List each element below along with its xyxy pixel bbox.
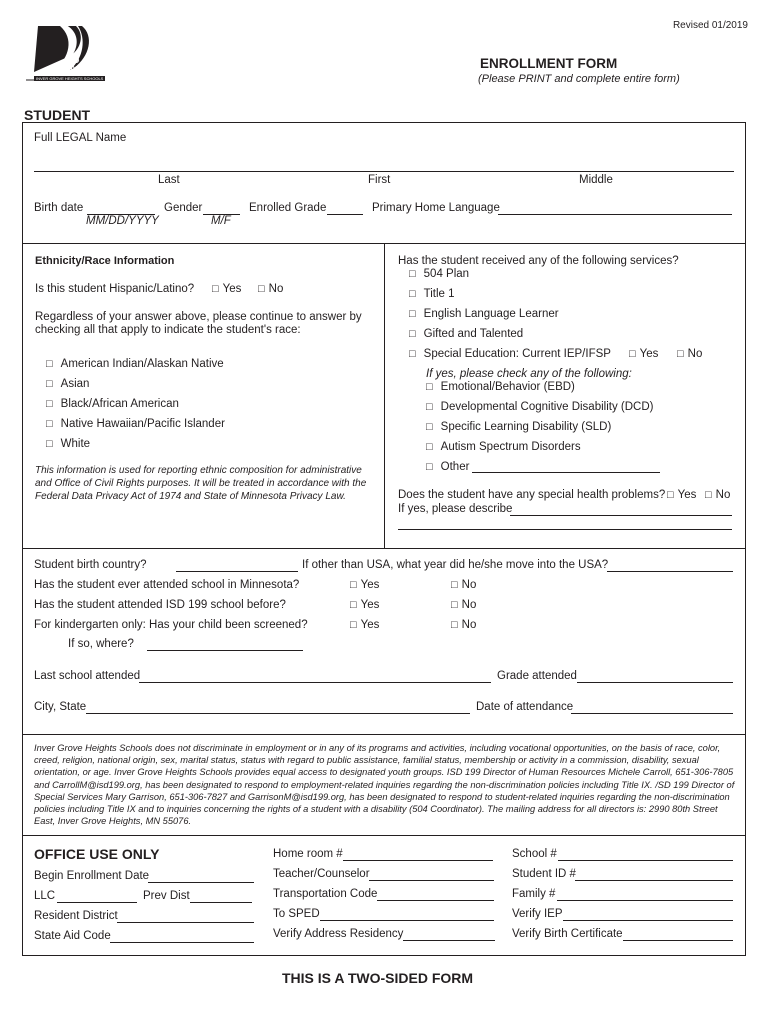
checkbox-icon[interactable]: □ [46,398,53,410]
checkbox-icon[interactable]: □ [258,283,265,295]
history-no-option[interactable] [451,619,476,631]
special-ed-yes-label: Yes [639,348,659,360]
checkbox-icon[interactable]: □ [426,401,433,413]
last-name-caption: Last [158,174,180,186]
sub-service-option[interactable] [426,421,611,433]
checkbox-icon[interactable]: □ [46,438,53,450]
office-field-line[interactable] [148,882,254,883]
race-label: Black/African American [60,398,179,410]
office-field-label: LLC [34,890,56,902]
describe-field-1[interactable] [510,515,732,516]
hispanic-no-option[interactable] [258,283,283,295]
grade-attended-field[interactable] [577,682,733,683]
service-option[interactable] [409,288,455,300]
checkbox-icon[interactable]: □ [426,381,433,393]
divider-2 [22,548,746,549]
first-name-caption: First [368,174,391,186]
legal-name-field[interactable] [34,171,734,172]
last-school-field[interactable] [139,682,491,683]
checkbox-icon[interactable]: □ [409,328,416,340]
special-ed-label: Special Education: Current IEP/IFSP [423,348,611,360]
logo-caption: INVER GROVE HEIGHTS SCHOOLS [36,76,104,81]
if-yes-instruction: If yes, please check any of the following: [426,368,632,380]
office-field-line[interactable] [623,940,733,941]
race-label: White [60,438,91,450]
checkbox-icon[interactable]: □ [629,348,636,360]
special-ed-no-option[interactable] [677,348,702,360]
services-question: Has the student received any of the following services? [398,255,679,267]
history-yes-option[interactable] [350,599,379,611]
gender-hint: M/F [211,215,231,227]
isd199-logo [24,24,104,84]
checkbox-icon[interactable]: □ [46,378,53,390]
where-label: If so, where? [68,638,134,650]
enrolled-grade-label: Enrolled Grade [249,202,327,214]
gender-label: Gender [164,202,203,214]
birth-country-field[interactable] [176,571,298,572]
office-field-line[interactable] [557,900,733,901]
revised-date: Revised 01/2019 [672,20,748,31]
legal-name-label: Full LEGAL Name [34,132,127,144]
office-field-line[interactable] [320,920,494,921]
divider-4 [22,835,746,836]
race-option[interactable] [46,418,225,430]
special-ed-yes-option[interactable] [629,348,658,360]
checkbox-icon[interactable]: □ [409,348,416,360]
office-field-label: Home room # [273,848,343,860]
office-field-line[interactable] [575,880,733,881]
service-label: 504 Plan [423,268,470,280]
race-label: American Indian/Alaskan Native [60,358,224,370]
service-option[interactable] [409,328,523,340]
special-ed-option[interactable] [409,348,611,360]
race-option[interactable] [46,438,90,450]
checkbox-icon[interactable]: □ [46,358,53,370]
hispanic-yes-label: Yes [222,283,242,295]
describe-label: If yes, please describe [398,503,513,515]
office-field-label: Prev Dist [143,890,190,902]
checkbox-icon[interactable]: □ [350,619,357,631]
move-year-field[interactable] [607,571,733,572]
service-label: Title 1 [423,288,455,300]
home-language-label: Primary Home Language [372,202,500,214]
office-field-label: Begin Enrollment Date [34,870,150,882]
special-ed-no-label: No [687,348,703,360]
checkbox-icon[interactable]: □ [409,288,416,300]
checkbox-icon[interactable]: □ [350,579,357,591]
office-field-line[interactable] [563,920,733,921]
history-no-option[interactable] [451,599,476,611]
enrolled-grade-field[interactable] [327,214,363,215]
office-field-label: State Aid Code [34,930,111,942]
other-service-field[interactable] [472,472,660,473]
race-label: Native Hawaiian/Pacific Islander [60,418,225,430]
office-field-line[interactable] [110,942,254,943]
office-field-label: Resident District [34,910,118,922]
history-yes-label: Yes [360,579,380,591]
checkbox-icon[interactable]: □ [426,441,433,453]
birth-country-label: Student birth country? [34,559,147,571]
birth-date-hint: MM/DD/YYYY [86,215,159,227]
logo-199-text: 199 [66,65,80,74]
history-no-label: No [461,619,477,631]
logo-swoosh-icon [24,24,96,84]
office-field-label: Verify Address Residency [273,928,404,940]
service-option[interactable] [409,268,469,280]
office-field-label: Student ID # [512,868,576,880]
sub-service-option[interactable] [426,401,653,413]
office-field-label: To SPED [273,908,320,920]
office-field-label: Verify IEP [512,908,563,920]
health-no-option[interactable] [705,489,730,501]
history-yes-label: Yes [360,619,380,631]
checkbox-icon[interactable]: □ [667,489,674,501]
history-yes-label: Yes [360,599,380,611]
checkbox-icon[interactable]: □ [705,489,712,501]
move-year-label: If other than USA, what year did he/she move into the USA? [302,559,609,571]
race-option[interactable] [46,398,179,410]
service-label: English Language Learner [423,308,559,320]
divider-vertical [384,243,385,548]
date-attendance-label: Date of attendance [476,701,574,713]
office-field-label: Verify Birth Certificate [512,928,623,940]
city-state-field[interactable] [86,713,470,714]
race-option[interactable] [46,378,89,390]
office-field-line[interactable] [377,900,494,901]
history-question: Has the student ever attended school in Minnesota? [34,579,300,591]
health-question: Does the student have any special health problems? [398,489,666,501]
checkbox-icon[interactable]: □ [451,619,458,631]
office-field-line[interactable] [343,860,493,861]
health-yes-label: Yes [677,489,697,501]
checkbox-icon[interactable]: □ [212,283,219,295]
health-yes-option[interactable] [667,489,696,501]
history-no-label: No [461,579,477,591]
student-heading: STUDENT [24,107,91,123]
checkbox-icon[interactable]: □ [350,599,357,611]
office-heading: OFFICE USE ONLY [34,846,160,862]
office-field-label: Family # [512,888,556,900]
middle-name-caption: Middle [579,174,613,186]
office-field-line[interactable] [190,902,252,903]
sub-service-label: Autism Spectrum Disorders [440,441,581,453]
checkbox-icon[interactable]: □ [451,579,458,591]
ethnicity-heading: Ethnicity/Race Information [35,255,175,267]
office-field-line[interactable] [57,902,137,903]
privacy-note: This information is used for reporting ethnic composition for administrative and Office of Civil Rights purposes. It will be treated in accordance with the Federal Data Privacy Act of 1974 and State of Minnesota Privacy Law. [35,465,367,502]
grade-attended-label: Grade attended [497,670,577,682]
where-field[interactable] [147,650,303,651]
office-field-label: Transportation Code [273,888,378,900]
hispanic-no-label: No [268,283,284,295]
checkbox-icon[interactable]: □ [409,268,416,280]
checkbox-icon[interactable]: □ [451,599,458,611]
two-sided-notice: THIS IS A TWO-SIDED FORM [282,970,474,986]
checkbox-icon[interactable]: □ [46,418,53,430]
race-option[interactable] [46,358,224,370]
checkbox-icon[interactable]: □ [426,461,433,473]
sub-service-option[interactable] [426,461,469,473]
office-field-line[interactable] [369,880,494,881]
logo-isd-text: ISD [66,56,80,65]
city-state-label: City, State [34,701,87,713]
history-yes-option[interactable] [350,619,379,631]
office-field-line[interactable] [117,922,254,923]
nondiscrimination-statement: Inver Grove Heights Schools does not discriminate in employment or in any of its programs and activities, including vocational opportunities, on the basis of race, color, creed, religion, national origin, sex, marital status, status with regard to public assistance, familial status, membership or activity in a commission, disability, sexual orientation, or age. Inver Grove Heights Schools provides equal access to designated youth groups. ISD 199 Director of Human Resources Michele Carroll, 651-306-7805 and CarrollM@isd199.org, has been designated to respond to employment-related inquiries regarding the non-discrimination policies including Title IX. /SD 199 Director of Special Services Mary Garrison, 651-306-7827 and GarrisonM@isd199.org, has been designated to respond to student-related inquiries regarding the non-discrimination policies including Title IX and to inquiries concerning the rights of a student with a disability (504 Coordinator). The mailing address for all directors is: 2990 80th Street East, Inver Grove Heights, MN 55076. [34,743,735,827]
office-field-label: Teacher/Counselor [273,868,370,880]
race-instruction-1: Regardless of your answer above, please continue to answer by [35,311,362,323]
form-subtitle: (Please PRINT and complete entire form) [478,73,680,85]
divider-3 [22,734,746,735]
race-label: Asian [60,378,90,390]
home-language-field[interactable] [498,214,732,215]
hispanic-question: Is this student Hispanic/Latino? [35,283,195,295]
sub-service-label: Specific Learning Disability (SLD) [440,421,612,433]
history-no-label: No [461,599,477,611]
form-title: ENROLLMENT FORM [480,56,618,71]
describe-field-2[interactable] [398,529,732,530]
service-label: Gifted and Talented [423,328,524,340]
history-question: Has the student attended ISD 199 school before? [34,599,286,611]
sub-service-label: Other [440,461,470,473]
sub-service-label: Developmental Cognitive Disability (DCD) [440,401,654,413]
office-field-line[interactable] [558,860,733,861]
health-no-label: No [715,489,731,501]
service-option[interactable] [409,308,559,320]
last-school-label: Last school attended [34,670,141,682]
checkbox-icon[interactable]: □ [426,421,433,433]
hispanic-yes-option[interactable] [212,283,241,295]
checkbox-icon[interactable]: □ [409,308,416,320]
sub-service-option[interactable] [426,441,581,453]
office-field-line[interactable] [403,940,495,941]
office-field-label: School # [512,848,557,860]
history-no-option[interactable] [451,579,476,591]
sub-service-option[interactable] [426,381,575,393]
race-instruction-2: checking all that apply to indicate the student's race: [35,324,301,336]
checkbox-icon[interactable]: □ [677,348,684,360]
history-yes-option[interactable] [350,579,379,591]
date-attendance-field[interactable] [571,713,733,714]
history-question: For kindergarten only: Has your child been screened? [34,619,308,631]
sub-service-label: Emotional/Behavior (EBD) [440,381,575,393]
birth-date-label: Birth date [34,202,84,214]
